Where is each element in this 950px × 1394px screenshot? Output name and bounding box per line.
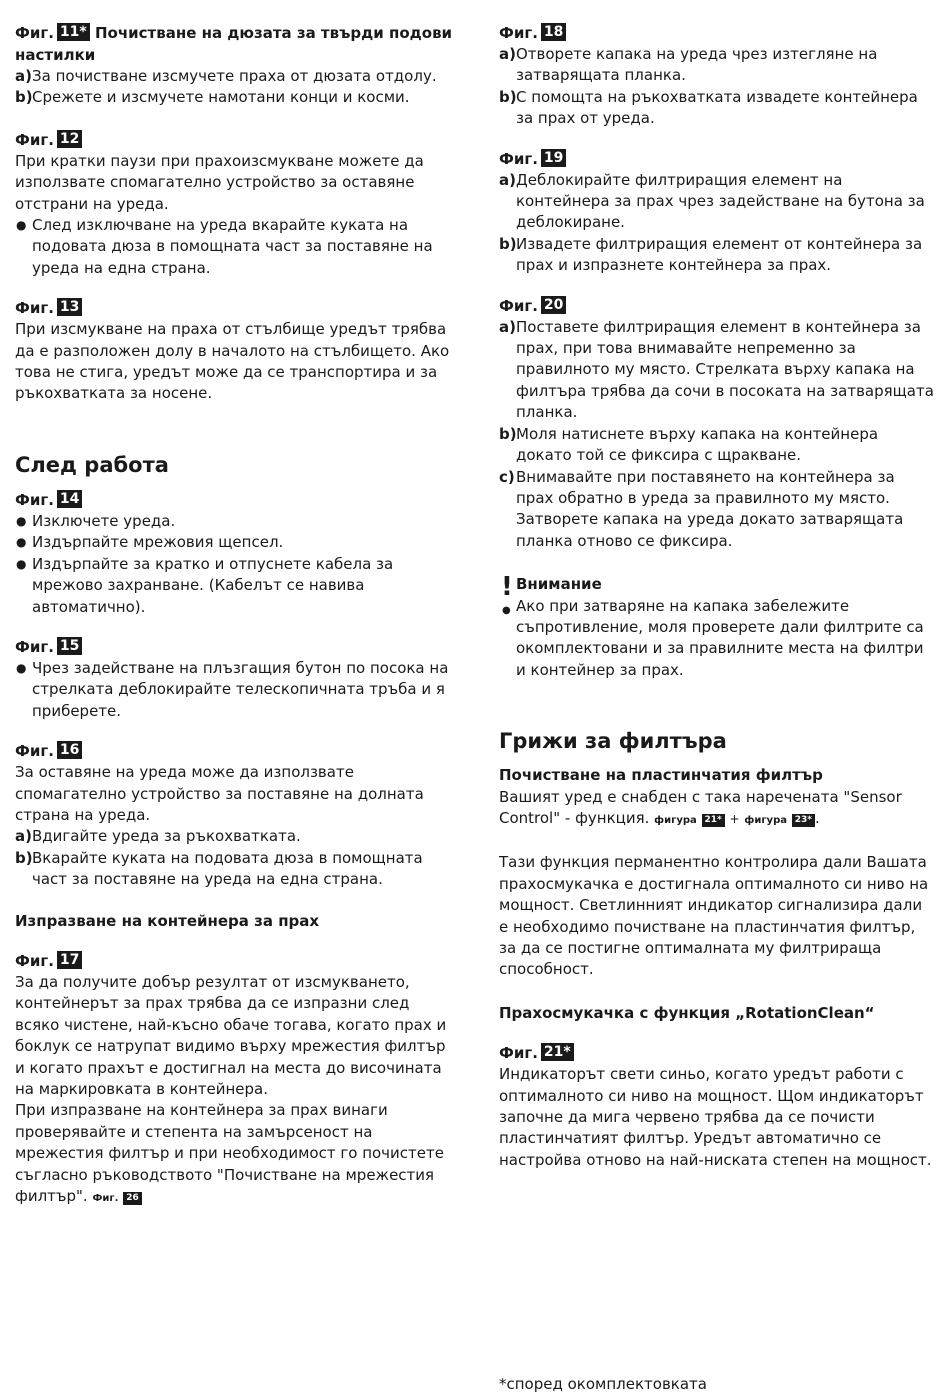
fig-19-heading: Фиг. 19 (499, 148, 934, 170)
fig-11-title: Почистване на дюзата за твърди подови настилки (15, 24, 453, 64)
paragraph: Тази функция перманентно контролира дали Вашата прахосмукачка е достигнала оптималното си ниво на мощност. Светлинният индикатор сигнализира дали е необходимо почистване на пластинчатия филтър, за да се постигне оптималната му филтрираща способност. (499, 853, 929, 979)
fig-11-heading: Фиг. 11* Почистване на дюзата за твърди подови настилки (15, 24, 453, 64)
paragraph: При изпразване на контейнера за прах винаги проверявайте и степента на замърсеност на мрежестия филтър и при необходимост го почистете съгласно ръководството "Почистване на мрежестия филтър". Фиг. 26 (15, 1101, 444, 1206)
paragraph: За оставяне на уреда може да използвате спомагателно устройство за поставяне на долната страна на уреда. (15, 763, 424, 824)
paragraph: При изсмукване на праха от стълбище уредът трябва да е разположен долу в началото на стълбището. Ако това не стига, уредът може да се транспортира и за ръкохватката за носене. (15, 320, 450, 403)
list-item-b: b) Извадете филтриращия елемент от контейнера за прах и изпразнете контейнера за прах. (499, 234, 923, 275)
bullet-item: ● Чрез задействане на плъзгащия бутон по посока на стрелката деблокирайте телескопичната тръба и я приберете. (16, 658, 449, 720)
paragraph: За да получите добър резултат от изсмукването, контейнерът за прах трябва да се изпразни след всяко чистене, най-късно обаче тогава, когато прах и боклук се натрупат видимо върху мрежестия филтър и когато прахът е достигнал на места до височината на маркировката в контейнера. (15, 972, 447, 1098)
list-item-c: c) Внимавайте при поставянето на контейнера за прах обратно в уреда за правилното му място. Затворете капака на уреда докато затварящата планка отново се фиксира. (499, 467, 904, 550)
fig-number-badge: 17 (57, 951, 82, 969)
bullet-item: ● Издърпайте мрежовия щепсел. (16, 533, 284, 552)
paragraph: Вашият уред е снабден с така наречената "Sensor Control" - функция. фигура 21* + фигура 23* . (499, 787, 902, 827)
fig-12-heading: Фиг. 12 (15, 129, 455, 151)
list-item-b: b) Срежете и изсмучете намотани конци и косми. (15, 88, 410, 107)
fig-ref-badge: 21* (702, 814, 725, 827)
fig-13-heading: Фиг. 13 (15, 297, 455, 319)
warning-icon: ! (501, 572, 513, 603)
fig-ref-badge: 26 (123, 1192, 142, 1205)
list-item-b: b) Моля натиснете върху капака на контейнера докато той се фиксира с щракване. (499, 424, 879, 465)
subheading-rotationclean: Прахосмукачка с функция „RotationClean“ (499, 1003, 875, 1022)
left-column (15, 22, 455, 1209)
fig-number-badge: 12 (57, 130, 82, 148)
list-item-a: a) Деблокирайте филтриращия елемент на контейнера за прах чрез задействане на бутона за деблокиране. (499, 170, 925, 232)
fig-number-badge: 18 (541, 23, 566, 41)
fig-number-badge: 11* (57, 23, 90, 41)
fig-14-heading: Фиг. 14 (15, 489, 455, 511)
fig-number-badge: 13 (57, 298, 82, 316)
footnote: *според окомплектовката (499, 1375, 707, 1393)
right-column (499, 22, 934, 1171)
fig-17-heading: Фиг. 17 (15, 950, 455, 972)
bullet-icon: ● (502, 605, 511, 617)
section-heading-after-work: След работа (15, 452, 169, 477)
fig-18-heading: Фиг. 18 (499, 22, 934, 44)
subheading-empty-container: Изпразване на контейнера за прах (15, 911, 320, 930)
fig-number-badge: 16 (57, 741, 82, 759)
list-item-a: a) Отворете капака на уреда чрез изтегляне на затварящата планка. (499, 45, 878, 85)
fig-number-badge: 14 (57, 490, 82, 508)
fig-number-badge: 21* (541, 1043, 574, 1061)
list-item-b: b) Вкарайте куката на подовата дюза в помощната част за поставяне на уреда на една страна. (15, 848, 423, 889)
fig-16-heading: Фиг. 16 (15, 740, 455, 762)
fig-ref-badge: 23* (792, 814, 815, 827)
subheading-plate-filter: Почистване на пластинчатия филтър (499, 766, 823, 785)
list-item-a: a) Поставете филтриращия елемент в контейнера за прах, при това внимавайте непременно за правилното му място. Стрелката върху капака на филтъра трябва да сочи в посоката на затварящата планка. (499, 317, 934, 422)
section-heading-filter-care: Грижи за филтъра (499, 729, 727, 754)
fig-20-heading: Фиг. 20 (499, 295, 934, 317)
bullet-item: ● Изключете уреда. (16, 511, 176, 530)
fig-15-heading: Фиг. 15 (15, 636, 455, 658)
warning-title: Внимание (516, 575, 602, 594)
fig-21-heading: Фиг. 21* (499, 1042, 934, 1064)
list-item-b: b) С помощта на ръкохватката извадете контейнера за прах от уреда. (499, 87, 918, 128)
fig-number-badge: 15 (57, 637, 82, 655)
list-item-a: a) Вдигайте уреда за ръкохватката. (15, 827, 301, 846)
bullet-item: ● След изключване на уреда вкарайте куката на подовата дюза в помощната част за поставяне на уреда на една страна. (16, 216, 433, 277)
warning-text: Ако при затваряне на капака забележите съпротивление, моля проверете дали филтрите са окомплектовани и за правилните места на филтри и контейнер за прах. (516, 596, 924, 679)
fig-number-badge: 19 (541, 149, 566, 167)
paragraph: Индикаторът свети синьо, когато уредът работи с оптималното си ниво на мощност. Щом индикаторът започне да мига червено трябва да се почисти пластинчатият филтър. Уредът автоматично се настройва отново на най-ниската степен на мощност. (499, 1065, 932, 1169)
warning-block (499, 574, 934, 681)
paragraph: При кратки паузи при прахоизсмукване можете да използвате спомагателно устройство за оставяне отстрани на уреда. (15, 151, 424, 213)
bullet-item: ● Издърпайте за кратко и отпуснете кабела за мрежово захранване. (Кабелът се навива автоматично). (16, 554, 394, 616)
list-item-a: a) За почистване изсмучете праха от дюзата отдолу. (15, 67, 437, 85)
fig-number-badge: 20 (541, 296, 566, 314)
